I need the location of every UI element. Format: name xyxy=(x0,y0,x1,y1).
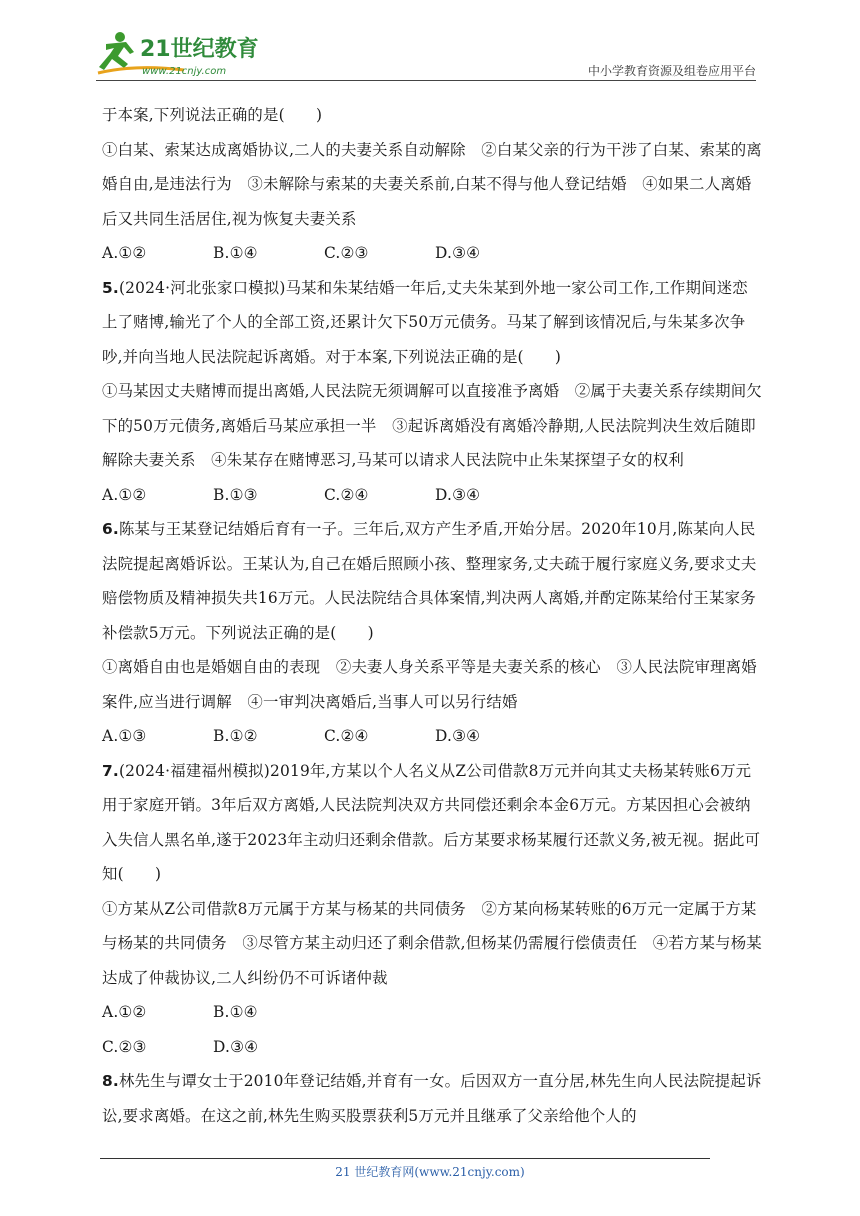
q5-choice-c: C.②④ xyxy=(324,485,369,504)
q4-choice-c: C.②③ xyxy=(324,244,369,262)
q7-stem xyxy=(102,754,762,892)
q4-choice-b: B.①④ xyxy=(213,244,258,262)
q5-choice-d: D.③④ xyxy=(435,485,481,504)
site-logo xyxy=(96,30,266,80)
q6-choice-d: D.③④ xyxy=(435,727,481,745)
q5-stem-text: (2024·河北张家口模拟)马某和朱某结婚一年后,丈夫朱某到外地一家公司工作,工作期间迷恋上了赌博,输光了个人的全部工资,还累计欠下50万元债务。马某了解到该情况后,与朱某多次争吵,并向当地人民法院起诉离婚。对于本案,下列说法正确的是( ) xyxy=(102,278,748,366)
page-footer: 21 世纪教育网(www.21cnjy.com) xyxy=(335,1165,525,1179)
q7-choice-d: D.③④ xyxy=(213,1037,259,1056)
q6-options: ①离婚自由也是婚姻自由的表现 ②夫妻人身关系平等是夫妻关系的核心 ③人民法院审理离婚案件,应当进行调解 ④一审判决离婚后,当事人可以另行结婚 xyxy=(102,658,757,711)
q7-choices-row1 xyxy=(102,995,762,1030)
q4-options: ①白某、索某达成离婚协议,二人的夫妻关系自动解除 ②白某父亲的行为干涉了白某、索某的离婚自由,是违法行为 ③未解除与索某的夫妻关系前,白某不得与他人登记结婚 ④如果二人离婚后又共同生活居住,视为恢复夫妻关系 xyxy=(102,140,762,228)
q7-number: 7. xyxy=(102,761,119,780)
header-divider xyxy=(96,80,756,81)
q8-stem xyxy=(102,1064,762,1133)
q5-stem xyxy=(102,271,762,375)
q7-options: ①方某从Z公司借款8万元属于方某与杨某的共同债务 ②方某向杨某转账的6万元一定属于方某与杨某的共同债务 ③尽管方某主动归还了剩余借款,但杨某仍需履行偿债责任 ④若方某与杨某达成了仲裁协议,二人纠纷仍不可诉诸仲裁 xyxy=(102,899,762,987)
q6-stem-text: 陈某与王某登记结婚后育有一子。三年后,双方产生矛盾,开始分居。2020年10月,陈某向人民法院提起离婚诉讼。王某认为,自己在婚后照顾小孩、整理家务,丈夫疏于履行家庭义务,要求丈夫赔偿物质及精神损失共16万元。人民法院结合具体案情,判决两人离婚,并酌定陈某给付王某家务补偿款5万元。下列说法正确的是( ) xyxy=(102,520,757,642)
q7-choice-c: C.②③ xyxy=(102,1037,147,1056)
q7-choice-b: B.①④ xyxy=(213,1003,258,1021)
q6-number: 6. xyxy=(102,520,119,538)
q4-choice-d: D.③④ xyxy=(435,244,481,262)
logo-url: www.21cnjy.com xyxy=(142,66,227,77)
question-content xyxy=(102,98,762,1133)
q7-choice-a: A.①② xyxy=(102,1003,147,1021)
q5-choice-b: B.①③ xyxy=(213,485,258,504)
q5-options: ①马某因丈夫赌博而提出离婚,人民法院无须调解可以直接准予离婚 ②属于夫妻关系存续期间欠下的50万元债务,离婚后马某应承担一半 ③起诉离婚没有离婚冷静期,人民法院判决生效后随即解除夫妻关系 ④朱某存在赌博恶习,马某可以请求人民法院中止朱某探望子女的权利 xyxy=(102,382,762,469)
q6-choices xyxy=(102,719,762,754)
footer-divider xyxy=(100,1158,710,1159)
q6-choice-a: A.①③ xyxy=(102,727,147,745)
q8-number: 8. xyxy=(102,1072,119,1090)
q6-stem xyxy=(102,512,762,650)
q5-number: 5. xyxy=(102,278,119,297)
q6-choice-c: C.②④ xyxy=(324,727,369,745)
page-header xyxy=(0,0,860,90)
q4-choices xyxy=(102,236,762,271)
q4-choice-a: A.①② xyxy=(102,244,147,262)
q5-choice-a: A.①② xyxy=(102,485,147,504)
q4-stem-end: 于本案,下列说法正确的是( ) xyxy=(102,106,323,124)
logo-text: 21世纪教育 xyxy=(140,37,259,62)
q7-stem-text: (2024·福建福州模拟)2019年,方某以个人名义从Z公司借款8万元并向其丈夫杨某转账6万元用于家庭开销。3年后双方离婚,人民法院判决双方共同偿还剩余本金6万元。方某因担心会被纳入失信人黑名单,遂于2023年主动归还剩余借款。后方某要求杨某履行还款义务,被无视。据此可知( ) xyxy=(102,761,761,883)
q5-choices xyxy=(102,478,762,513)
q6-choice-b: B.①② xyxy=(213,727,258,745)
q7-choices-row2 xyxy=(102,1030,762,1065)
platform-label: 中小学教育资源及组卷应用平台 xyxy=(587,64,756,78)
q8-stem-text: 林先生与谭女士于2010年登记结婚,并育有一女。后因双方一直分居,林先生向人民法院提起诉讼,要求离婚。在这之前,林先生购买股票获利5万元并且继承了父亲给他个人的 xyxy=(102,1072,762,1125)
